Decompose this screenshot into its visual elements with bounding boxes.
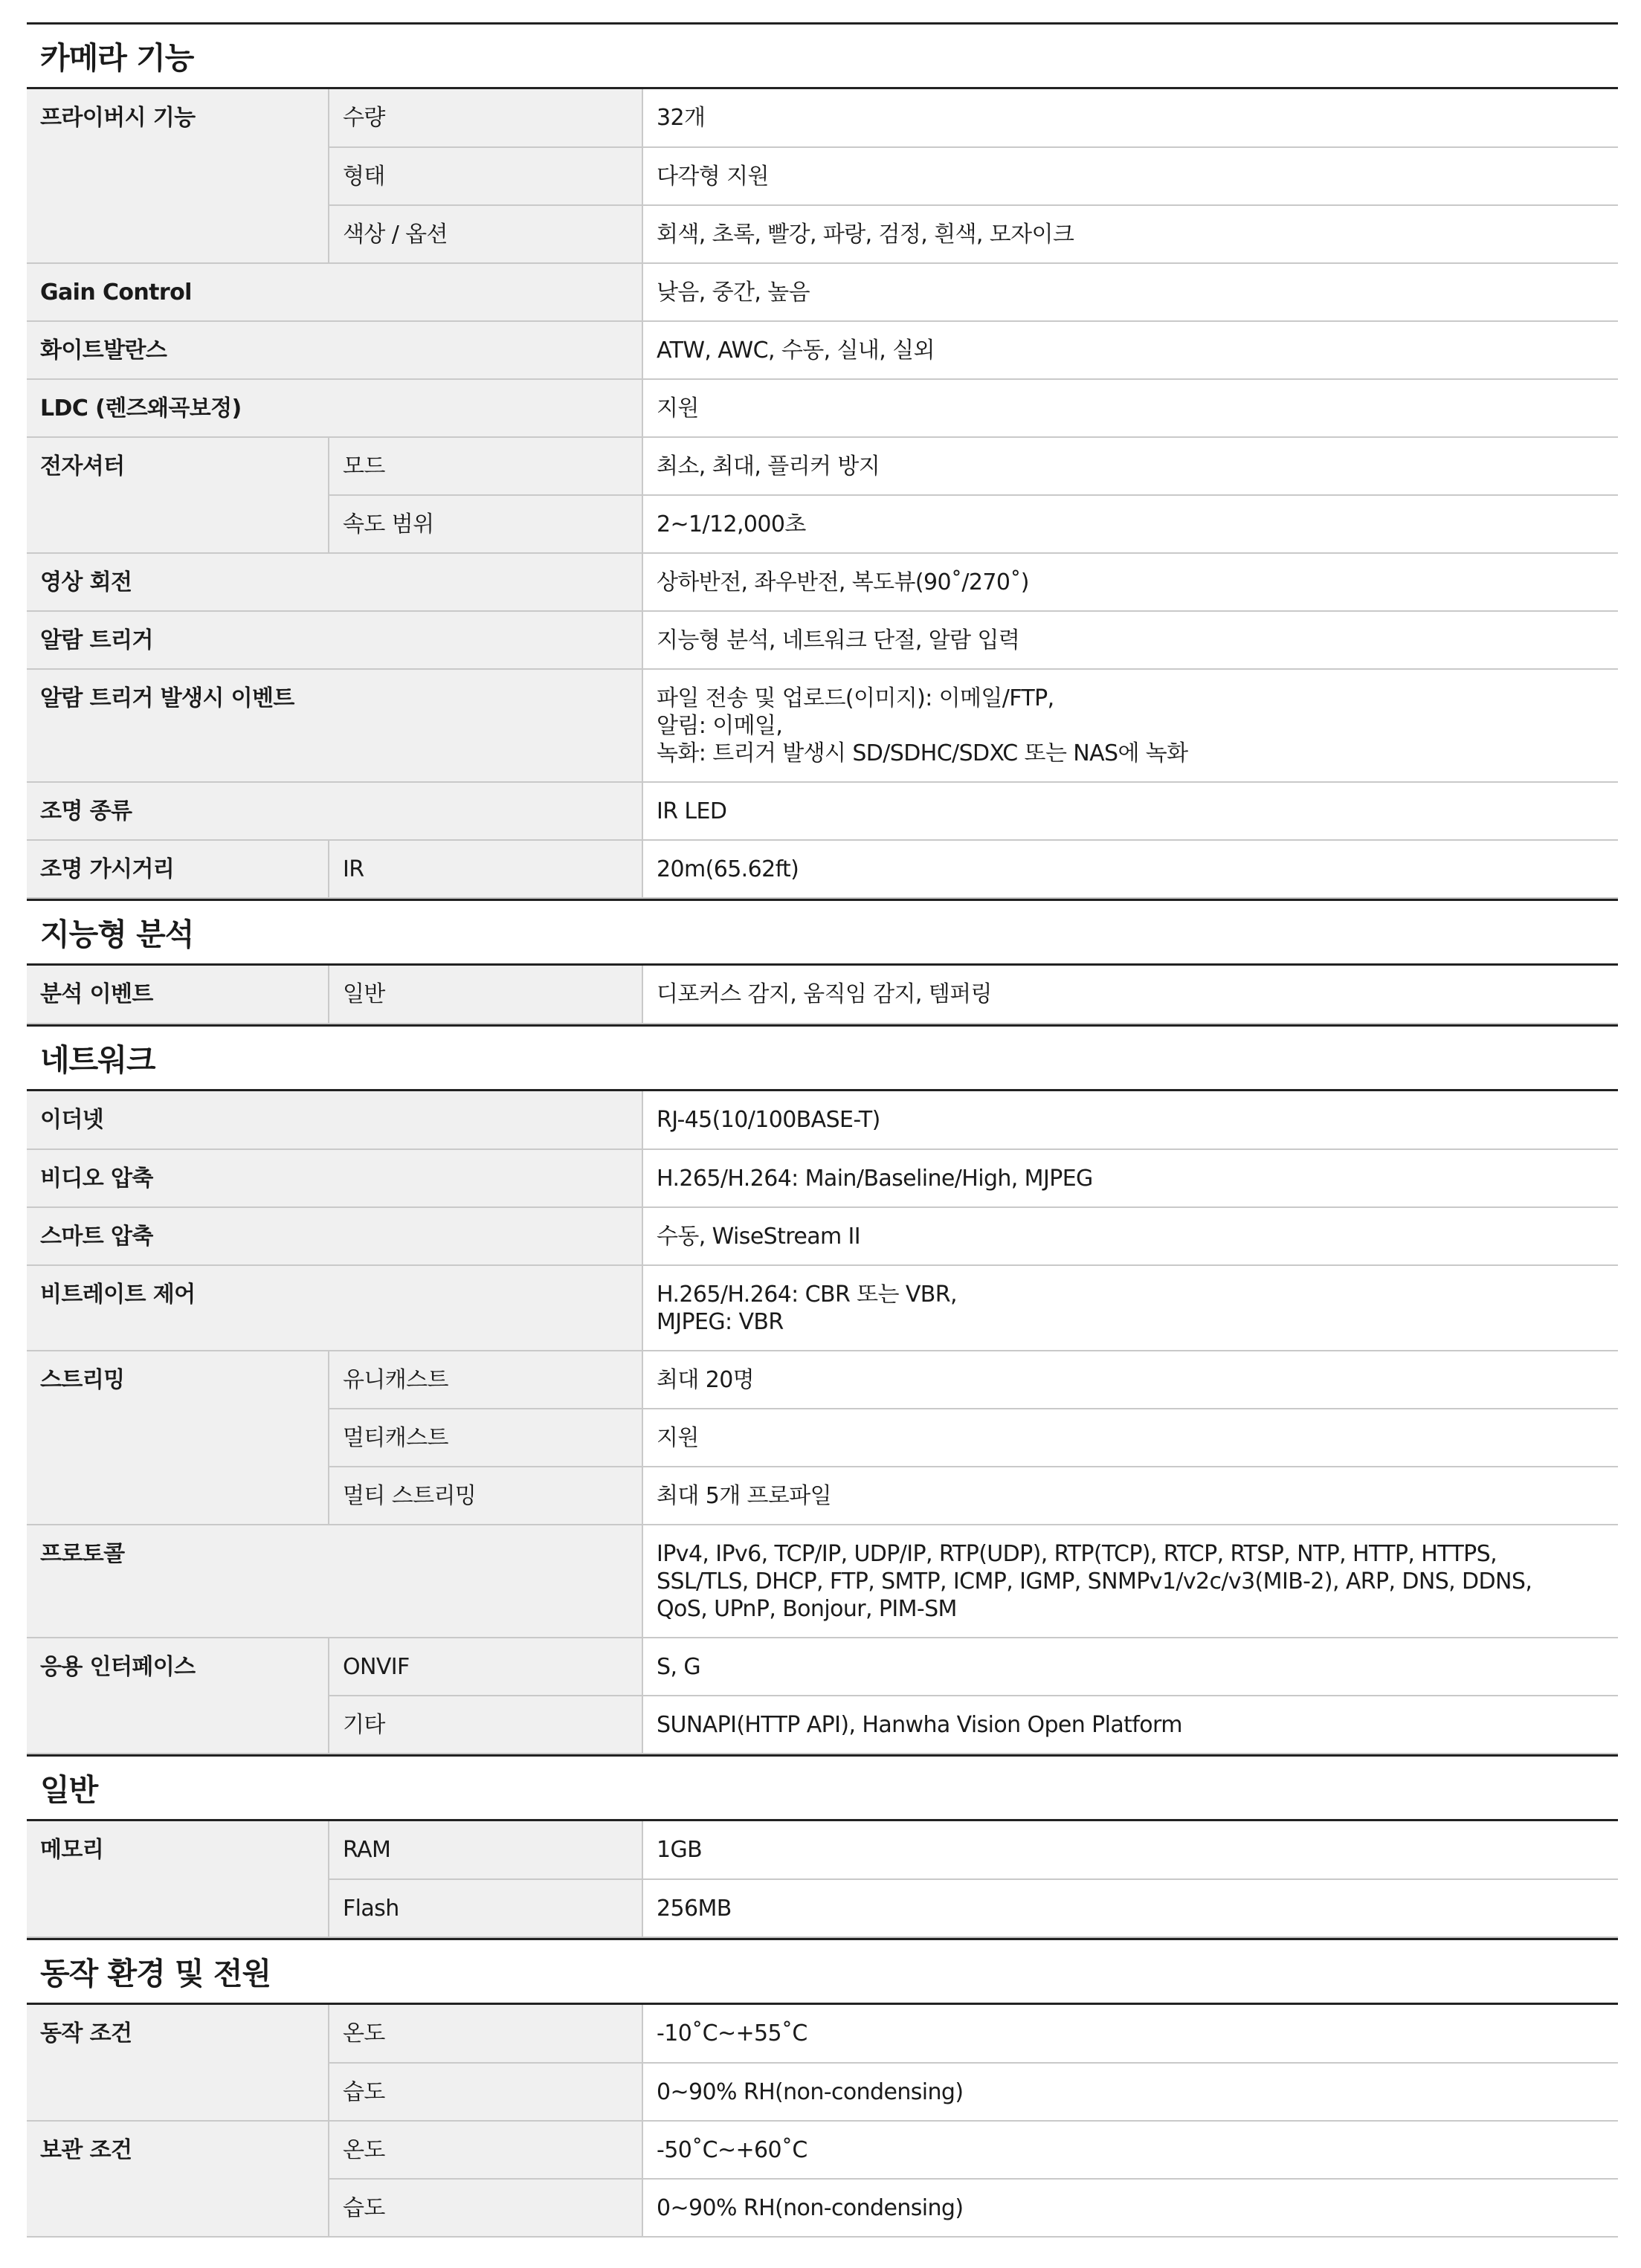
spec-value: 32개 bbox=[642, 89, 1618, 147]
spec-value: 상하반전, 좌우반전, 복도뷰(90˚/270˚) bbox=[642, 553, 1618, 611]
spec-value: 256MB bbox=[642, 1879, 1618, 1937]
spec-sublabel: ONVIF bbox=[329, 1638, 642, 1696]
spec-row bbox=[27, 1265, 1618, 1351]
spec-value: 지원 bbox=[642, 379, 1618, 437]
spec-label: 전자셔터 bbox=[27, 437, 329, 553]
spec-row bbox=[27, 1821, 1618, 1879]
spec-value: 지원 bbox=[642, 1409, 1618, 1467]
spec-label: 비트레이트 제어 bbox=[27, 1265, 642, 1351]
spec-label: 메모리 bbox=[27, 1821, 329, 1937]
spec-row bbox=[27, 669, 1618, 782]
section-title: 동작 환경 및 전원 bbox=[27, 1938, 1618, 2005]
spec-label: 영상 회전 bbox=[27, 553, 642, 611]
spec-value: 최대 20명 bbox=[642, 1351, 1618, 1409]
spec-row bbox=[27, 966, 1618, 1024]
spec-label: 조명 종류 bbox=[27, 782, 642, 840]
spec-row bbox=[27, 321, 1618, 379]
spec-value: 1GB bbox=[642, 1821, 1618, 1879]
spec-row bbox=[27, 1638, 1618, 1696]
spec-label: 프라이버시 기능 bbox=[27, 89, 329, 263]
spec-sheet bbox=[27, 22, 1618, 2238]
spec-value: 최소, 최대, 플리커 방지 bbox=[642, 437, 1618, 495]
spec-sublabel: 일반 bbox=[329, 966, 642, 1024]
spec-label: 비디오 압축 bbox=[27, 1149, 642, 1207]
section-title: 네트워크 bbox=[27, 1024, 1618, 1091]
spec-sublabel: 온도 bbox=[329, 2005, 642, 2063]
spec-row bbox=[27, 611, 1618, 669]
spec-row bbox=[27, 1207, 1618, 1265]
spec-value: SUNAPI(HTTP API), Hanwha Vision Open Platform bbox=[642, 1696, 1618, 1754]
spec-label: 분석 이벤트 bbox=[27, 966, 329, 1024]
spec-sublabel: 형태 bbox=[329, 147, 642, 205]
spec-table bbox=[27, 1091, 1618, 1754]
spec-value: 낮음, 중간, 높음 bbox=[642, 263, 1618, 321]
spec-row bbox=[27, 782, 1618, 840]
spec-sublabel: 색상 / 옵션 bbox=[329, 205, 642, 263]
spec-value: -10˚C~+55˚C bbox=[642, 2005, 1618, 2063]
spec-value: H.265/H.264: CBR 또는 VBR, MJPEG: VBR bbox=[642, 1265, 1618, 1351]
spec-row bbox=[27, 1149, 1618, 1207]
spec-row bbox=[27, 437, 1618, 495]
spec-sublabel: 기타 bbox=[329, 1696, 642, 1754]
spec-label: 프로토콜 bbox=[27, 1525, 642, 1638]
spec-value: 파일 전송 및 업로드(이미지): 이메일/FTP, 알림: 이메일, 녹화: 트리거 발생시 SD/SDHC/SDXC 또는 NAS에 녹화 bbox=[642, 669, 1618, 782]
section-title: 일반 bbox=[27, 1754, 1618, 1821]
spec-table bbox=[27, 2005, 1618, 2238]
spec-value: 디포커스 감지, 움직임 감지, 템퍼링 bbox=[642, 966, 1618, 1024]
spec-value: 지능형 분석, 네트워크 단절, 알람 입력 bbox=[642, 611, 1618, 669]
spec-label: LDC (렌즈왜곡보정) bbox=[27, 379, 642, 437]
spec-row bbox=[27, 2005, 1618, 2063]
spec-value: IPv4, IPv6, TCP/IP, UDP/IP, RTP(UDP), RTP(TCP), RTCP, RTSP, NTP, HTTP, HTTPS, SSL/TLS, DHCP, FTP, SMTP, ICMP, IGMP, SNMPv1/v2c/v3(MIB-2), ARP, DNS, DDNS, QoS, UPnP, Bonjour, PIM-SM bbox=[642, 1525, 1618, 1638]
spec-label: 알람 트리거 bbox=[27, 611, 642, 669]
spec-table bbox=[27, 1821, 1618, 1938]
spec-value: -50˚C~+60˚C bbox=[642, 2121, 1618, 2179]
spec-label: 스마트 압축 bbox=[27, 1207, 642, 1265]
spec-value: 다각형 지원 bbox=[642, 147, 1618, 205]
spec-sublabel: 수량 bbox=[329, 89, 642, 147]
spec-row bbox=[27, 1525, 1618, 1638]
spec-value: 0~90% RH(non-condensing) bbox=[642, 2179, 1618, 2237]
spec-table bbox=[27, 89, 1618, 899]
spec-sublabel: Flash bbox=[329, 1879, 642, 1937]
spec-label: Gain Control bbox=[27, 263, 642, 321]
spec-value: 20m(65.62ft) bbox=[642, 840, 1618, 898]
spec-row bbox=[27, 553, 1618, 611]
spec-table bbox=[27, 966, 1618, 1024]
spec-row bbox=[27, 263, 1618, 321]
spec-label: 이더넷 bbox=[27, 1091, 642, 1149]
spec-sublabel: 습도 bbox=[329, 2179, 642, 2237]
spec-sublabel: 멀티 스트리밍 bbox=[329, 1467, 642, 1525]
section-title: 카메라 기능 bbox=[27, 22, 1618, 89]
spec-value: ATW, AWC, 수동, 실내, 실외 bbox=[642, 321, 1618, 379]
spec-label: 스트리밍 bbox=[27, 1351, 329, 1525]
spec-value: 수동, WiseStream II bbox=[642, 1207, 1618, 1265]
spec-row bbox=[27, 2121, 1618, 2179]
spec-label: 응용 인터페이스 bbox=[27, 1638, 329, 1754]
spec-value: IR LED bbox=[642, 782, 1618, 840]
spec-sublabel: IR bbox=[329, 840, 642, 898]
spec-label: 보관 조건 bbox=[27, 2121, 329, 2237]
spec-value: 2~1/12,000초 bbox=[642, 495, 1618, 553]
spec-value: 회색, 초록, 빨강, 파랑, 검정, 흰색, 모자이크 bbox=[642, 205, 1618, 263]
spec-sublabel: 모드 bbox=[329, 437, 642, 495]
spec-row bbox=[27, 840, 1618, 898]
spec-row bbox=[27, 89, 1618, 147]
spec-label: 화이트발란스 bbox=[27, 321, 642, 379]
spec-label: 동작 조건 bbox=[27, 2005, 329, 2121]
spec-row bbox=[27, 379, 1618, 437]
spec-value: H.265/H.264: Main/Baseline/High, MJPEG bbox=[642, 1149, 1618, 1207]
spec-value: 0~90% RH(non-condensing) bbox=[642, 2063, 1618, 2121]
spec-sublabel: 유니캐스트 bbox=[329, 1351, 642, 1409]
spec-row bbox=[27, 1091, 1618, 1149]
spec-label: 알람 트리거 발생시 이벤트 bbox=[27, 669, 642, 782]
spec-row bbox=[27, 1351, 1618, 1409]
spec-value: 최대 5개 프로파일 bbox=[642, 1467, 1618, 1525]
spec-value: RJ-45(10/100BASE-T) bbox=[642, 1091, 1618, 1149]
spec-sublabel: 온도 bbox=[329, 2121, 642, 2179]
spec-value: S, G bbox=[642, 1638, 1618, 1696]
spec-sublabel: RAM bbox=[329, 1821, 642, 1879]
spec-sublabel: 습도 bbox=[329, 2063, 642, 2121]
section-title: 지능형 분석 bbox=[27, 899, 1618, 966]
spec-sublabel: 멀티캐스트 bbox=[329, 1409, 642, 1467]
spec-sublabel: 속도 범위 bbox=[329, 495, 642, 553]
spec-label: 조명 가시거리 bbox=[27, 840, 329, 898]
